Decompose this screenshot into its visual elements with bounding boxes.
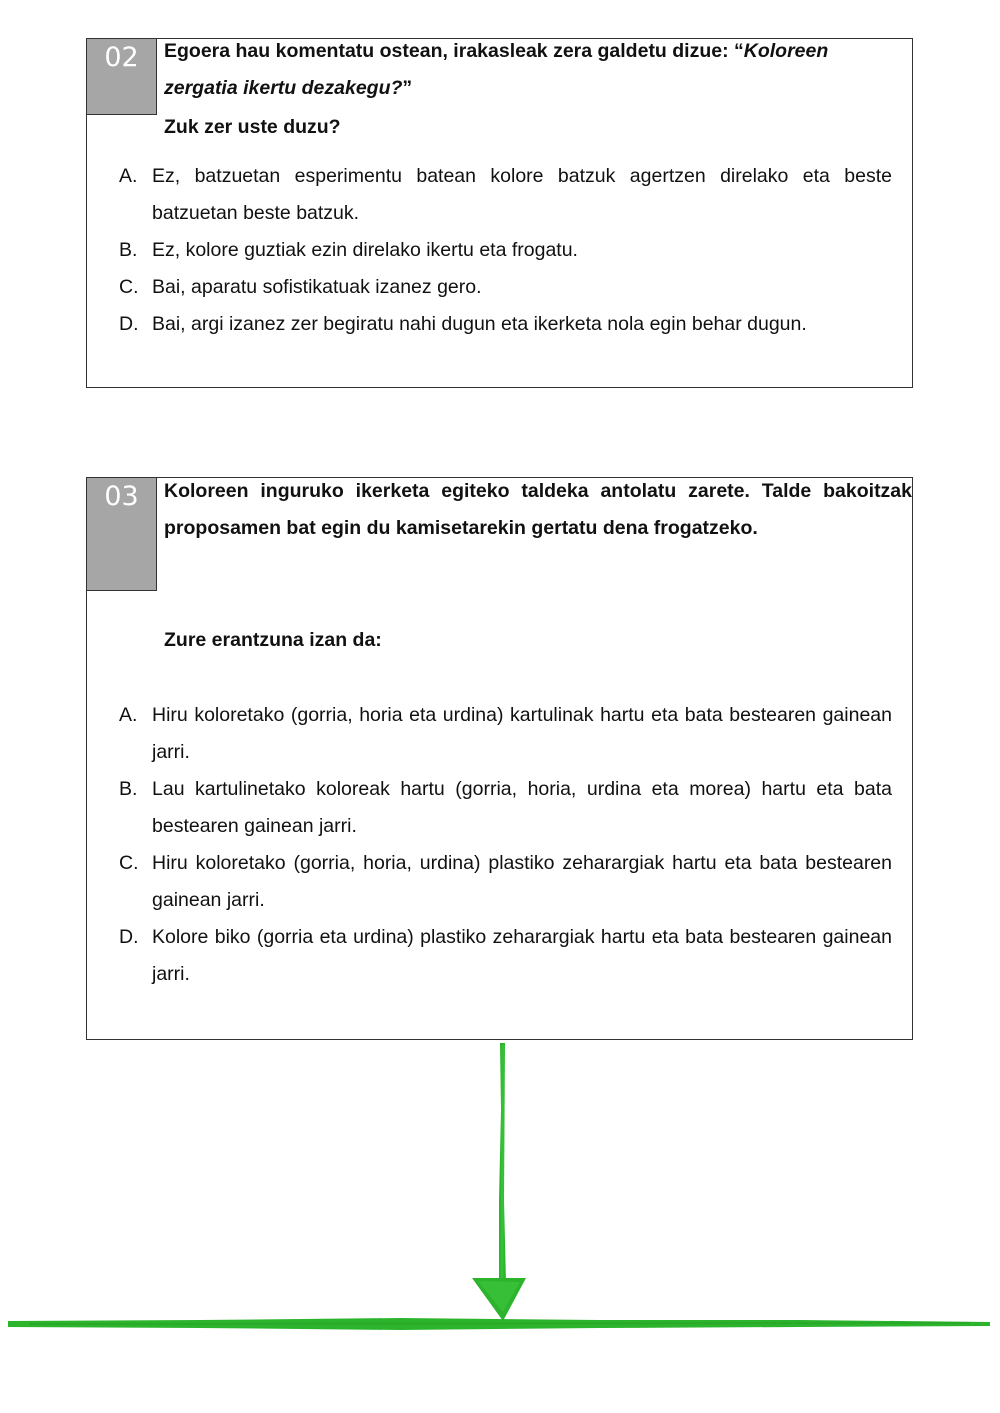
option-letter: A. (119, 704, 138, 726)
question-number-badge: 02 (86, 38, 157, 115)
option-text: Ez, kolore guztiak ezin direlako ikertu eta frogatu. (152, 239, 578, 261)
baseline-line (8, 1318, 990, 1330)
question-subquestion: Zure erantzuna izan da: (164, 629, 382, 651)
question-subquestion: Zuk zer uste duzu? (164, 116, 341, 138)
option-letter: C. (119, 852, 139, 874)
option-letter: B. (119, 778, 138, 800)
option-letter: B. (119, 239, 138, 261)
prompt-closing-quote: ” (402, 77, 413, 99)
question-number-badge: 03 (86, 477, 157, 591)
option-letter: D. (119, 926, 139, 948)
option-letter: D. (119, 313, 139, 335)
option-text: Ez, batzuetan esperimentu batean kolore batzuk agertzen direlako eta beste batzuetan beste batzuk. (152, 165, 892, 224)
question-prompt: Koloreen inguruko ikerketa egiteko taldeka antolatu zarete. Talde bakoitzak proposamen bat egin du kamisetarekin gertatu dena frogatzeko. (164, 480, 912, 539)
option-text: Kolore biko (gorria eta urdina) plastiko zeharargiak hartu eta bata bestearen gainean jarri. (152, 926, 892, 985)
option-text: Lau kartulinetako koloreak hartu (gorria, horia, urdina eta morea) hartu eta bata bestearen gainean jarri. (152, 778, 892, 837)
prompt-italic-text: Koloreen zergatia ikertu dezakegu? (164, 40, 829, 99)
option-letter: A. (119, 165, 138, 187)
option-text: Hiru koloretako (gorria, horia eta urdina) kartulinak hartu eta bata bestearen gainean jarri. (152, 704, 892, 763)
option-text: Bai, aparatu sofistikatuak izanez gero. (152, 276, 482, 298)
option-text: Bai, argi izanez zer begiratu nahi dugun eta ikerketa nola egin behar dugun. (152, 313, 807, 335)
prompt-text: Egoera hau komentatu ostean, irakasleak zera galdetu dizue: “ (164, 40, 744, 62)
down-arrow-icon (472, 1043, 526, 1321)
option-text: Hiru koloretako (gorria, horia, urdina) plastiko zeharargiak hartu eta bata bestearen gainean jarri. (152, 852, 892, 911)
option-letter: C. (119, 276, 139, 298)
